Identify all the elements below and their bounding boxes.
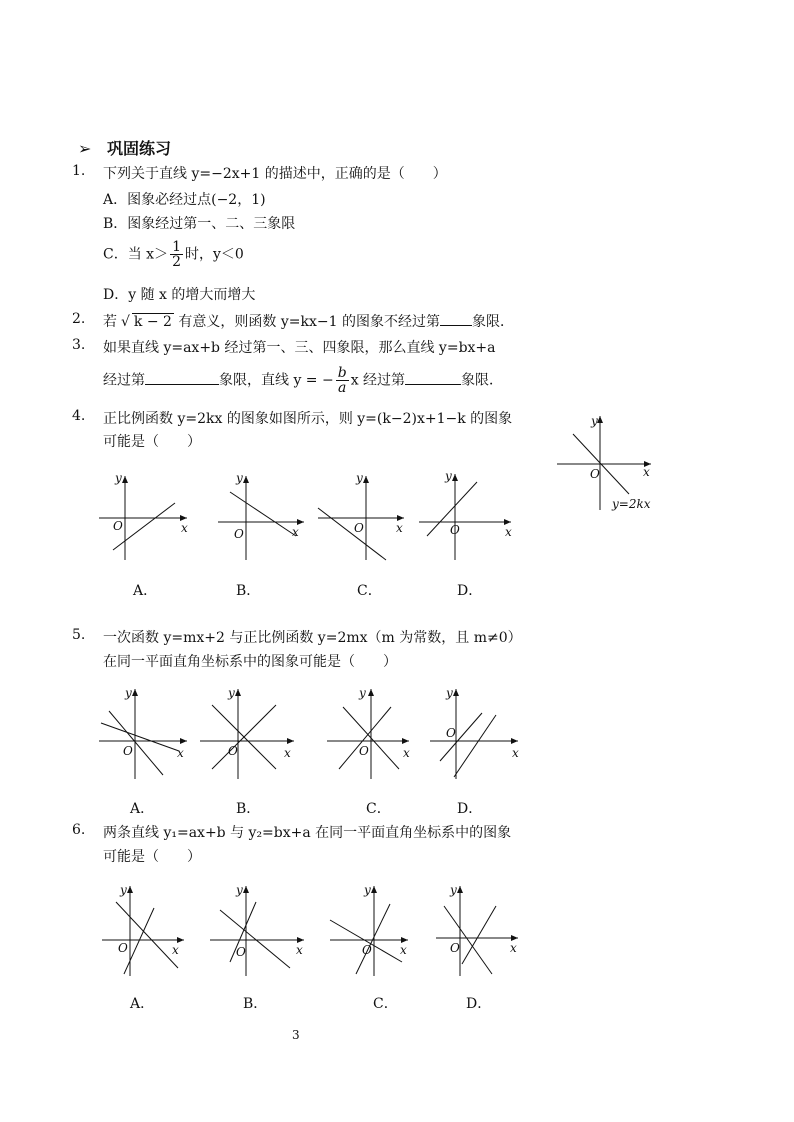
q4-number: 4.	[72, 408, 86, 424]
y-axis-label: y	[115, 471, 122, 485]
origin-label: O	[446, 726, 456, 740]
y-axis-label: y	[446, 686, 453, 700]
origin-label: O	[236, 945, 246, 959]
x-axis-label: x	[505, 525, 512, 539]
graph-line	[124, 908, 154, 974]
q6-label-d: D．	[466, 996, 492, 1012]
origin-label: O	[450, 941, 460, 955]
y-axis-label: y	[445, 470, 452, 483]
q5-label-a: A．	[130, 801, 155, 817]
q5-graph-c	[325, 685, 425, 780]
x-axis-arrow-icon	[180, 738, 187, 744]
y-axis-arrow-icon	[363, 476, 369, 483]
answer-blank	[145, 370, 219, 385]
q2-text: 若 √ k − 2 有意义，则函数 y=kx−1 的图象不经过第 象限．	[103, 311, 514, 331]
x-axis-label: x	[172, 943, 179, 957]
origin-label: O	[113, 519, 123, 533]
q4-line2: 可能是（ ）	[103, 434, 201, 450]
x-axis-label: x	[177, 746, 184, 760]
q2-number: 2.	[72, 311, 86, 327]
y-axis-arrow-icon	[243, 886, 249, 893]
origin-label: O	[359, 744, 369, 758]
graph-line	[318, 508, 386, 560]
q5-number: 5.	[72, 627, 86, 643]
graph-line	[454, 715, 496, 777]
q1-option-c-suffix: 时，y＜0	[184, 246, 244, 263]
y-axis-arrow-icon	[597, 416, 603, 423]
q1-option-b: B．图象经过第一、二、三象限	[103, 216, 296, 232]
answer-blank	[440, 311, 472, 326]
q3-line2-a: 经过第	[103, 372, 145, 389]
q5-graph-b	[198, 685, 298, 780]
x-axis-arrow-icon	[402, 738, 409, 744]
q5-line2: 在同一平面直角坐标系中的图象可能是（ ）	[103, 654, 397, 670]
y-axis-label: y	[359, 686, 366, 700]
y-axis-arrow-icon	[132, 689, 138, 696]
y-axis-arrow-icon	[371, 886, 377, 893]
y-axis-arrow-icon	[243, 476, 249, 483]
q3-line2-b: 象限，直线 y = −	[219, 372, 334, 389]
q6-line1: 两条直线 y₁=ax+b 与 y₂=bx+a 在同一平面直角坐标系中的图象	[103, 825, 512, 841]
graph-line	[220, 910, 290, 968]
q6-label-c: C．	[373, 996, 398, 1012]
x-axis-arrow-icon	[511, 738, 518, 744]
graph-line	[356, 904, 390, 974]
x-axis-label: x	[292, 525, 299, 539]
fraction-denominator: 2	[172, 254, 181, 270]
page-number: 3	[292, 1028, 300, 1042]
graph-line	[339, 707, 391, 769]
origin-label: O	[450, 523, 460, 537]
sqrt-expression: k − 2	[133, 314, 172, 330]
origin-label: O	[354, 521, 364, 535]
graph-line	[101, 723, 179, 751]
x-axis-label: x	[403, 746, 410, 760]
y-axis-label: y	[228, 686, 235, 700]
section-heading	[78, 136, 171, 159]
x-axis-label: x	[643, 465, 650, 479]
q5-label-c: C．	[366, 801, 391, 817]
q5-label-d: D．	[457, 801, 483, 817]
q4-reference-graph	[555, 410, 665, 515]
q4-label-d: D．	[457, 583, 483, 599]
x-axis-label: x	[181, 521, 188, 535]
section-title: 巩固练习	[106, 139, 171, 158]
graph-line	[116, 902, 178, 968]
q1-stem: 下列关于直线 y=−2x+1 的描述中，正确的是（ ）	[103, 166, 447, 182]
origin-label: O	[123, 744, 133, 758]
origin-label: O	[228, 744, 238, 758]
q1-option-d: D．y 随 x 的增大而增大	[103, 287, 256, 303]
x-axis-label: x	[510, 941, 517, 955]
graph-line	[444, 906, 492, 974]
y-axis-label: y	[120, 883, 127, 897]
q3-line1: 如果直线 y=ax+b 经过第一、三、四象限，那么直线 y=bx+a	[103, 340, 496, 356]
x-axis-label: x	[284, 746, 291, 760]
q2-middle: 有意义，则函数 y=kx−1 的图象不经过第	[178, 314, 440, 330]
q1-option-c-prefix: C．当 x＞	[103, 246, 169, 263]
q3-line2-c: x 经过第	[350, 372, 406, 389]
y-axis-label: y	[591, 414, 598, 428]
y-axis-arrow-icon	[235, 689, 241, 696]
x-axis-arrow-icon	[287, 738, 294, 744]
fraction-denominator: a	[338, 380, 347, 396]
y-axis-label: y	[125, 686, 132, 700]
y-axis-label: y	[364, 883, 371, 897]
q4-label-a: A．	[133, 583, 158, 599]
graph-line	[109, 711, 163, 775]
arrow-bullet-icon: ➢	[78, 139, 92, 158]
x-axis-label: x	[296, 943, 303, 957]
q5-graph-d	[428, 685, 528, 780]
q4-line1: 正比例函数 y=2kx 的图象如图所示，则 y=(k−2)x+1−k 的图象	[103, 411, 513, 427]
y-axis-label: y	[356, 471, 363, 485]
q6-line2: 可能是（ ）	[103, 849, 201, 865]
origin-label: O	[118, 941, 128, 955]
q4-label-c: C．	[357, 583, 382, 599]
q4-graph-d	[415, 470, 515, 565]
y-axis-label: y	[236, 471, 243, 485]
answer-blank	[405, 370, 461, 385]
fraction	[170, 240, 183, 269]
x-axis-label: x	[400, 943, 407, 957]
fraction-numerator: 1	[172, 239, 181, 255]
q5-label-b: B．	[236, 801, 261, 817]
q6-graph-c	[322, 882, 422, 977]
q3-number: 3.	[72, 337, 86, 353]
y-axis-arrow-icon	[127, 886, 133, 893]
x-axis-label: x	[512, 746, 519, 760]
fraction-numerator: b	[337, 365, 347, 381]
q6-label-b: B．	[243, 996, 268, 1012]
q4-graph-b	[212, 470, 312, 565]
q4-graph-a	[95, 470, 195, 565]
fraction	[336, 366, 349, 395]
q5-graph-a	[95, 685, 195, 780]
q3-line2-d: 象限．	[461, 372, 504, 389]
origin-label: O	[362, 943, 372, 957]
q6-graph-d	[432, 882, 532, 977]
y-axis-arrow-icon	[457, 886, 463, 893]
y-axis-arrow-icon	[122, 476, 128, 483]
y-axis-arrow-icon	[452, 474, 458, 481]
q4-label-b: B．	[236, 583, 261, 599]
q3-line2	[103, 366, 503, 395]
q2-prefix: 若	[103, 314, 117, 330]
q4-graph-c	[312, 470, 412, 565]
q6-graph-b	[208, 882, 308, 977]
q2-suffix: 象限．	[471, 314, 514, 330]
y-axis-label: y	[236, 883, 243, 897]
y-axis-label: y	[450, 883, 457, 897]
q1-option-a: A．图象必经过点(−2，1)	[103, 192, 266, 208]
q6-number: 6.	[72, 822, 86, 838]
q1-option-c	[103, 240, 244, 269]
line-label: y=2kx	[612, 497, 651, 511]
q6-graph-a	[98, 882, 198, 977]
x-axis-label: x	[396, 521, 403, 535]
y-axis-arrow-icon	[453, 689, 459, 696]
origin-label: O	[590, 467, 600, 481]
q5-line1: 一次函数 y=mx+2 与正比例函数 y=2mx（m 为常数，且 m≠0）	[103, 630, 522, 646]
q1-number: 1.	[72, 163, 86, 179]
q6-label-a: A．	[130, 996, 155, 1012]
y-axis-arrow-icon	[368, 689, 374, 696]
origin-label: O	[234, 527, 244, 541]
